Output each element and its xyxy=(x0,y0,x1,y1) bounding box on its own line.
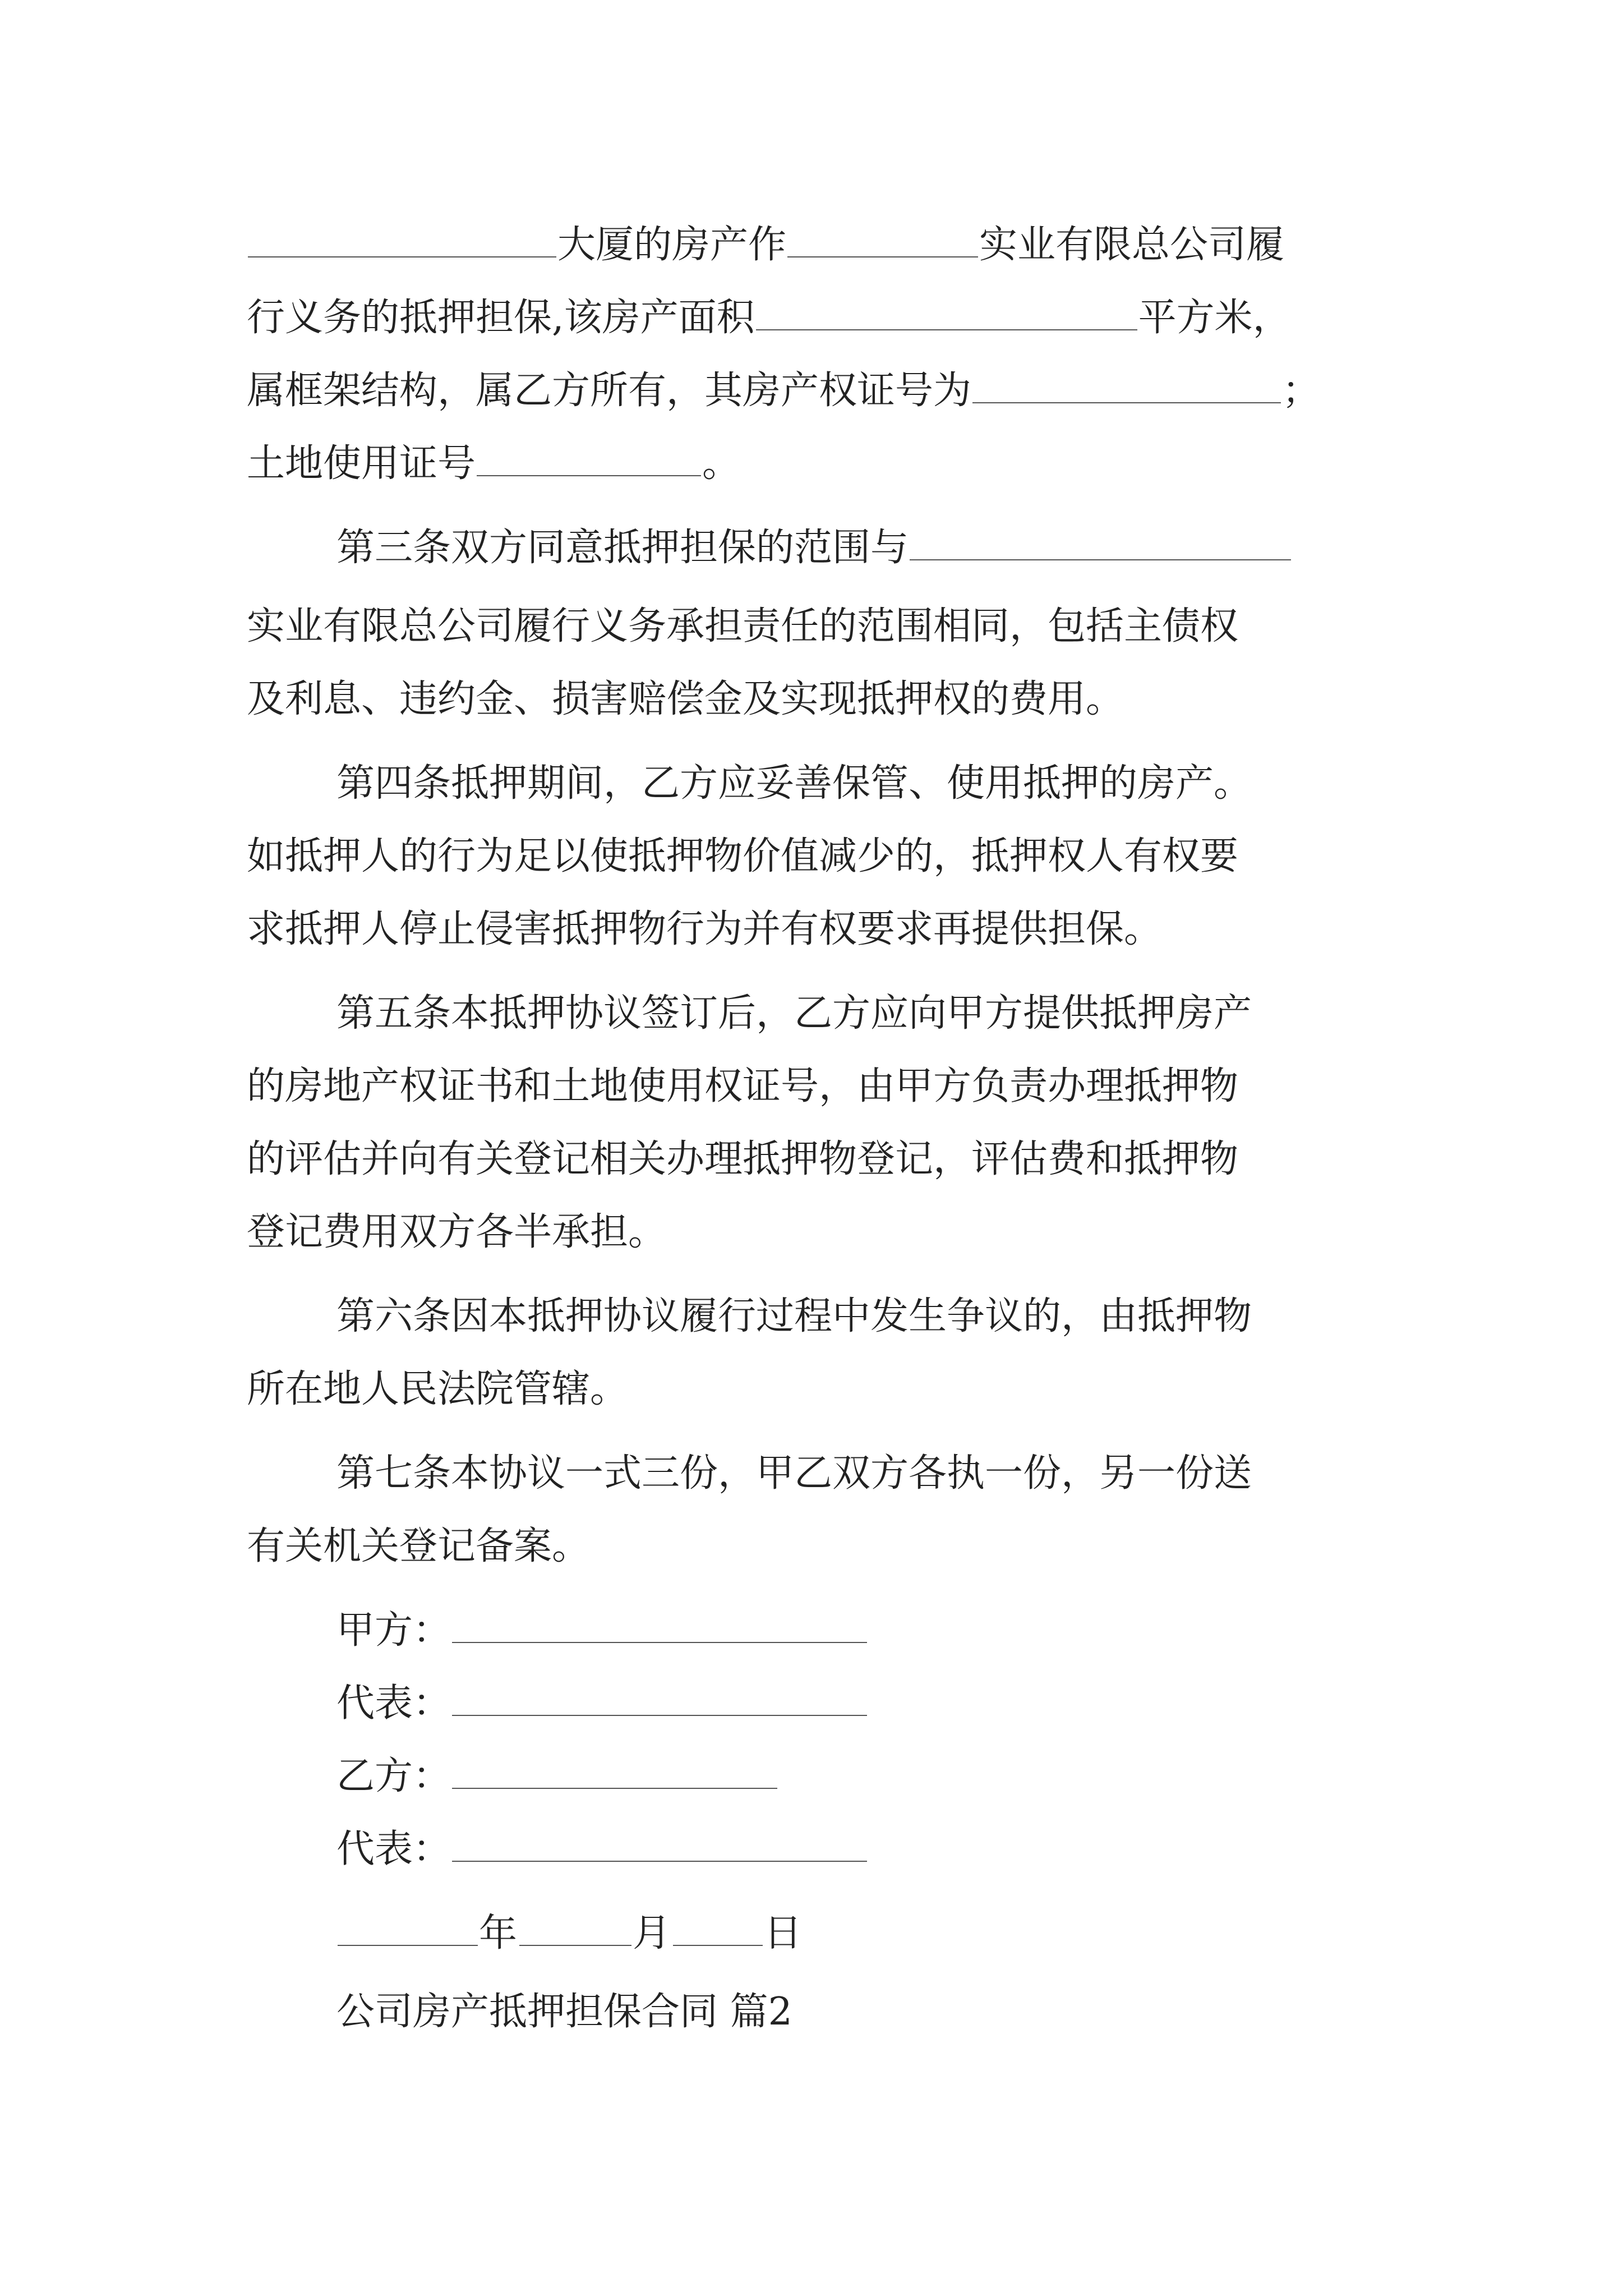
para1-line1 xyxy=(247,220,1284,270)
article3-line3: 及利息、违约金、损害赔偿金及实现抵押权的费用。 xyxy=(247,677,1124,721)
article5-line4: 登记费用双方各半承担。 xyxy=(247,1210,667,1254)
text: 土地使用证号 xyxy=(247,441,476,486)
year-label: 年 xyxy=(479,1911,519,1955)
article6-line1: 第六条因本抵押协议履行过程中发生争议的，由抵押物 xyxy=(336,1294,1252,1338)
text: 第三条双方同意抵押担保的范围与 xyxy=(336,526,909,570)
article5-line2: 的房地产权证书和土地使用权证号，由甲方负责办理抵押物 xyxy=(247,1064,1239,1108)
year-field[interactable] xyxy=(338,1910,478,1946)
blank-field-area[interactable] xyxy=(756,295,1137,330)
para1-line3 xyxy=(247,366,1320,416)
article7-line1: 第七条本协议一式三份，甲乙双方各执一份，另一份送 xyxy=(336,1451,1252,1496)
article7-line2: 有关机关登记备案。 xyxy=(247,1524,591,1568)
blank-field-guarantee-scope[interactable] xyxy=(910,524,1291,560)
day-field[interactable] xyxy=(673,1910,763,1946)
article4-line1: 第四条抵押期间，乙方应妥善保管、使用抵押的房产。 xyxy=(336,761,1252,806)
blank-field-land-certificate[interactable] xyxy=(477,440,701,476)
month-label: 月 xyxy=(633,1911,672,1955)
signature-rep-b xyxy=(336,1824,868,1875)
rep-a-label: 代表： xyxy=(336,1681,451,1726)
text: 平方米， xyxy=(1138,296,1291,340)
para1-line2 xyxy=(247,293,1291,343)
party-a-label: 甲方： xyxy=(336,1608,451,1653)
text: 属框架结构，属乙方所有，其房产权证号为 xyxy=(247,369,972,413)
party-a-signature-field[interactable] xyxy=(452,1607,867,1643)
blank-field-certificate[interactable] xyxy=(972,367,1281,403)
month-field[interactable] xyxy=(519,1910,631,1946)
rep-a-signature-field[interactable] xyxy=(452,1680,867,1716)
text: 。 xyxy=(702,441,741,486)
party-b-label: 乙方： xyxy=(336,1754,451,1798)
blank-field-building[interactable] xyxy=(248,222,556,257)
signature-party-b xyxy=(336,1751,778,1802)
rep-b-label: 代表： xyxy=(336,1827,451,1871)
text: 实业有限总公司履 xyxy=(979,223,1285,267)
para1-line4 xyxy=(247,439,740,489)
article4-line2: 如抵押人的行为足以使抵押物价值减少的，抵押权人有权要 xyxy=(247,834,1239,878)
signature-party-a xyxy=(336,1605,868,1656)
day-label: 日 xyxy=(764,1911,804,1955)
article4-line3: 求抵押人停止侵害抵押物行为并有权要求再提供担保。 xyxy=(247,907,1163,951)
text: ； xyxy=(1282,369,1321,413)
next-section-title: 公司房产抵押担保合同 篇2 xyxy=(336,1990,792,2034)
party-b-signature-field[interactable] xyxy=(452,1753,777,1789)
article5-line1: 第五条本抵押协议签订后，乙方应向甲方提供抵押房产 xyxy=(336,991,1252,1036)
blank-field-company[interactable] xyxy=(787,222,978,257)
article3-line1 xyxy=(336,523,1292,573)
article5-line3: 的评估并向有关登记相关办理抵押物登记，评估费和抵押物 xyxy=(247,1137,1239,1181)
date-line xyxy=(336,1908,803,1959)
text: 大厦的房产作 xyxy=(557,223,787,267)
signature-rep-a xyxy=(336,1678,868,1729)
article6-line2: 所在地人民法院管辖。 xyxy=(247,1367,629,1411)
article3-line2: 实业有限总公司履行义务承担责任的范围相同，包括主债权 xyxy=(247,604,1239,648)
rep-b-signature-field[interactable] xyxy=(452,1826,867,1862)
text: 行义务的抵押担保,该房产面积 xyxy=(247,296,755,340)
